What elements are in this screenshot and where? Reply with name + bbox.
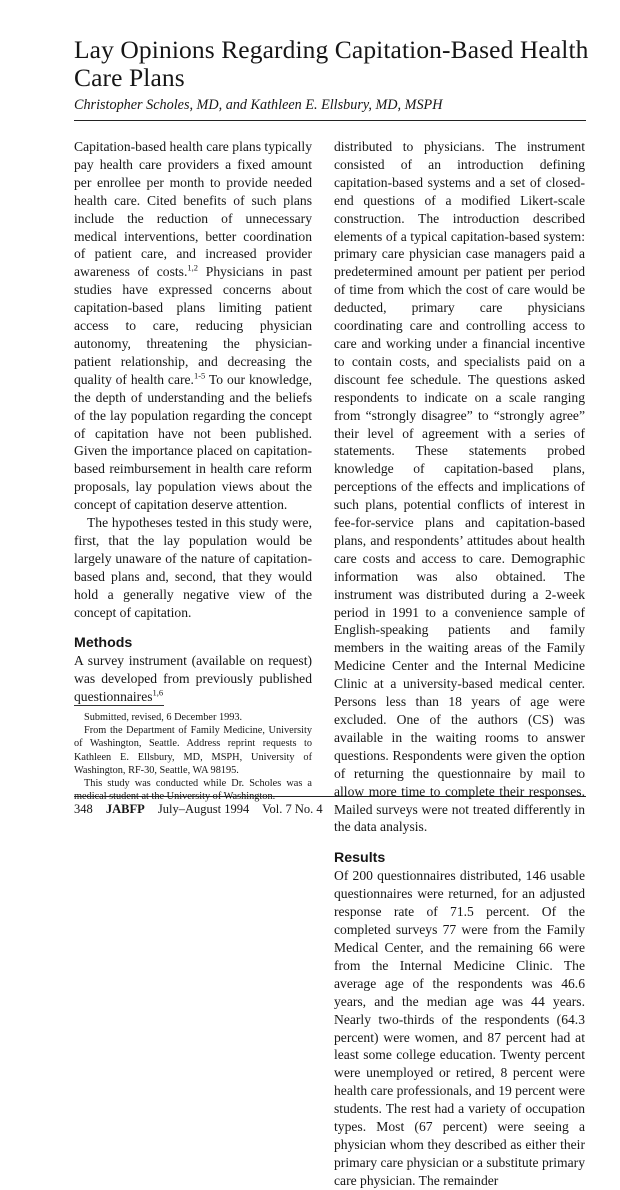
results-heading: Results [334, 850, 386, 867]
right-column [334, 138, 585, 1190]
methods-paragraph: A survey instrument (available on request) was developed from previously published questionnaires$^{1,6}$ [74, 653, 312, 705]
page-footer [74, 802, 323, 817]
author-line: Christopher Scholes, MD, and Kathleen E. Ellsbury, MD, MSPH [74, 97, 443, 113]
footnote-submitted: Submitted, revised, 6 December 1993. [84, 712, 243, 723]
footnote-divider [74, 705, 164, 706]
left-column [74, 138, 312, 706]
footnote-affiliation: From the Department of Family Medicine, University of Washington, Seattle. Address reprint requests to Kathleen E. Ellsbury, MD, MSPH, University of Washington, RF-30, Seattle, WA 98195. [74, 725, 312, 776]
footer-divider [74, 796, 586, 797]
footnotes [74, 711, 312, 803]
intro-paragraph-2: The hypotheses tested in this study were, first, that the lay population would be largely unaware of the nature of capitation-based plans and, second, that they would hold a generally negative view of the concept of capitation. [74, 515, 312, 620]
page-number: 348 [74, 802, 93, 816]
methods-heading: Methods [74, 635, 133, 652]
citation-superscript: 1,6 [152, 687, 164, 698]
intro-paragraph-1: Capitation-based health care plans typically pay health care providers a fixed amount per enrollee per month to provide needed health care. Cited benefits of such plans include the reduction of unnecessary medical interventions, better coordination of patient care, and increased provider awareness of costs.$^{1,2}$ Physicians in past studies have expressed concerns about capitation-based plans limiting patient access to care, reducing physician autonomy, threatening the physician-patient relationship, and decreasing the quality of health care.$^{1-5}$ To our knowledge, the depth of understanding and the beliefs of the lay population regarding the concept of capitation have not been published. Given the importance placed on capitation-based reimbursement in health care reform proposals, lay population views about the concept of capitation deserve attention. [74, 139, 312, 513]
journal-name: JABFP [105, 802, 145, 816]
article-title: Lay Opinions Regarding Capitation-Based Health Care Plans [74, 35, 589, 92]
results-paragraph: Of 200 questionnaires distributed, 146 usable questionnaires were returned, for an adjusted response rate of 71.5 percent. Of the completed surveys 77 were from the Family Medical Center, and the remaining 66 were from the Internal Medicine Clinic. The average age of the respondents was 46.6 years, and the median age was 44 years. Nearly two-thirds of the respondents (64.3 percent) were women, and 87 percent had at least some college education. Twenty percent were unemployed or retired, 8 percent were health care professionals, and 19 percent were students. The rest had a variety of occupation types. Most (67 percent) were seeing a physician whom they described as either their primary care physician or a substitute primary care physician. The remainder [334, 868, 585, 1188]
footnote-note: This study was conducted while Dr. Scholes was a medical student at the University of Washington. [74, 778, 312, 803]
title-divider [74, 120, 586, 121]
volume-number: Vol. 7 No. 4 [262, 802, 323, 816]
methods-paragraph-continued: distributed to physicians. The instrument consisted of an introduction defining capitation-based systems and a set of closed-end questions of a modified Likert-scale construction. The introduction described elements of a typical capitation-based system: primary care physician case managers paid a predetermined amount per patient per period of time from which the cost of care would be deducted, primary care physicians coordinating care and controlling access to care and working under a financial incentive to contain costs, and specialists paid on a discount fee schedule. The questions asked respondents to indicate on a scale ranging from “strongly disagree” to “strongly agree” their level of agreement with a series of statements. These statements probed knowledge of capitation-based plans, perceptions of the effects and implications of such plans, potential conflicts of interest in fee-for-service plans and capitation-based plans, and respondents’ attitudes about health care costs and access to care. Demographic information was also obtained. The instrument was distributed during a 2-week period in 1991 to a convenience sample of English-speaking patients and family members in the waiting areas of the Family Medicine Center and the Internal Medicine Clinic at a university-based medical center. Persons less than 18 years of age were excluded. One of the authors (CS) was available in the waiting rooms to answer questions. Respondents were given the option of returning the questionnaire by mail to allow more time to complete their responses. Mailed surveys were not treated differently in the data analysis. [334, 139, 585, 835]
citation-superscript: 1-5 [193, 370, 206, 381]
issue-date: July–August 1994 [157, 802, 250, 816]
citation-superscript: 1,2 [187, 262, 198, 273]
